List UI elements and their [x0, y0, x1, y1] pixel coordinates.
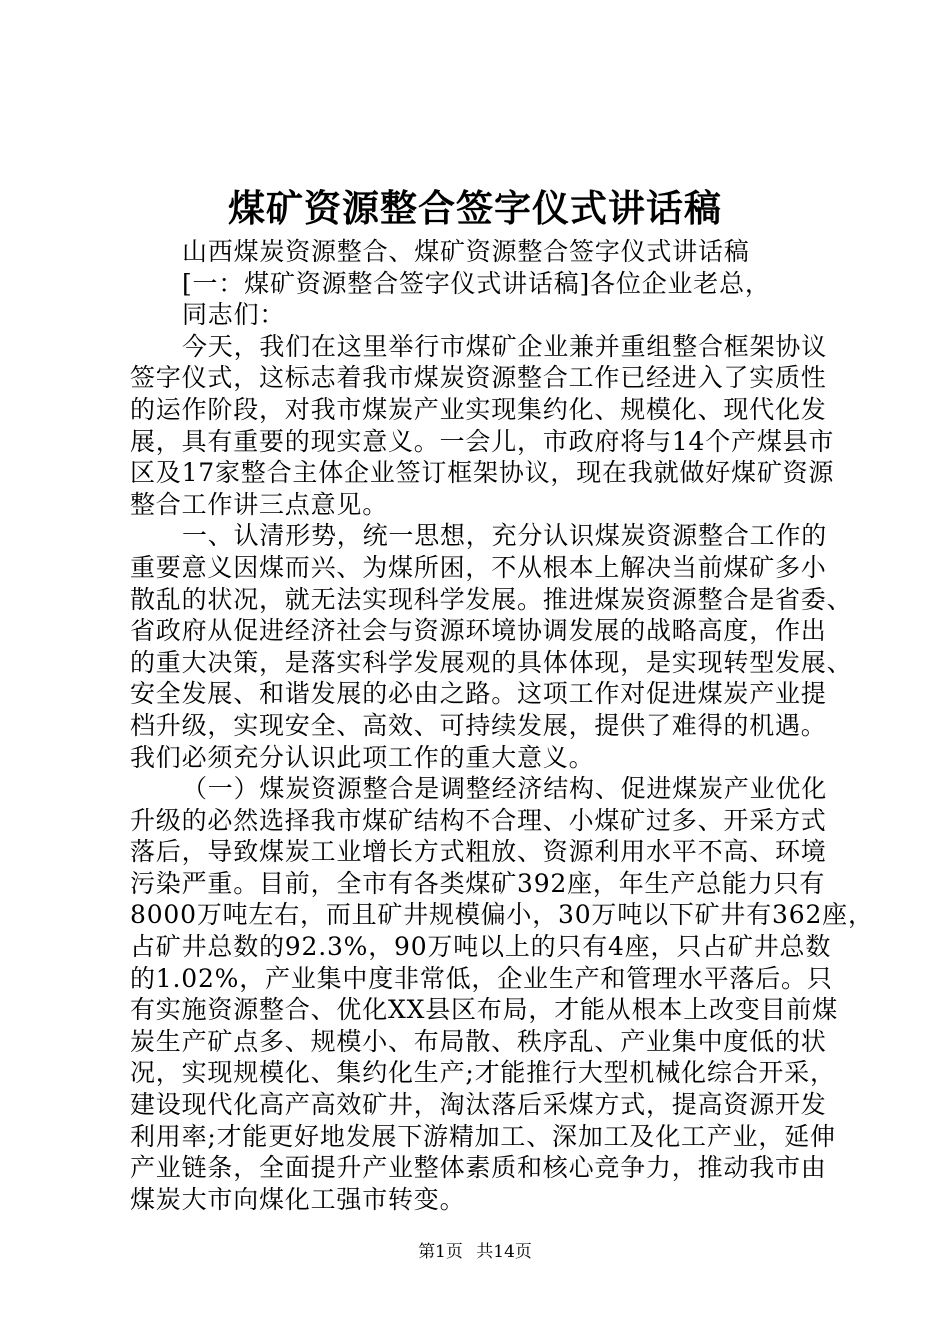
- body-line: 污染严重。目前，全市有各类煤矿392座，年生产总能力只有: [130, 868, 826, 898]
- body-line: 煤炭大市向煤化工强市转变。: [130, 1184, 466, 1214]
- body-line: 山西煤炭资源整合、煤矿资源整合签字仪式讲话稿: [182, 237, 750, 266]
- body-line: 8000万吨左右，而且矿井规模偏小，30万吨以下矿井有362座，: [130, 900, 874, 930]
- body-line: 一、认清形势，统一思想，充分认识煤炭资源整合工作的: [182, 521, 828, 551]
- body-line: 签字仪式，这标志着我市煤炭资源整合工作已经进入了实质性: [130, 363, 827, 393]
- document-body: [130, 236, 874, 1215]
- body-line: 重要意义因煤而兴、为煤所困，不从根本上解决当前煤矿多小: [130, 552, 827, 582]
- body-line: 况，实现规模化、集约化生产;才能推行大型机械化综合开采，: [130, 1058, 836, 1088]
- body-line: 同志们：: [182, 300, 286, 330]
- body-line: 的重大决策，是落实科学发展观的具体体现，是实现转型发展、: [130, 647, 853, 677]
- body-line: 散乱的状况，就无法实现科学发展。推进煤炭资源整合是省委、: [130, 584, 853, 614]
- body-line: 整合工作讲三点意见。: [130, 489, 389, 519]
- body-line: 利用率;才能更好地发展下游精加工、深加工及化工产业，延伸: [130, 1121, 836, 1151]
- body-line: 占矿井总数的92.3%，90万吨以上的只有4座，只占矿井总数: [130, 932, 832, 962]
- body-line: 炭生产矿点多、规模小、布局散、秩序乱、产业集中度低的状: [130, 1026, 827, 1056]
- body-line: 产业链条，全面提升产业整体素质和核心竞争力，推动我市由: [130, 1153, 827, 1183]
- body-line: 我们必须充分认识此项工作的重大意义。: [130, 742, 595, 772]
- body-line: 今天，我们在这里举行市煤矿企业兼并重组整合框架协议: [182, 331, 828, 361]
- document-title: 煤矿资源整合签字仪式讲话稿: [228, 186, 722, 230]
- page-number: 第1页: [418, 1242, 463, 1262]
- body-line: 安全发展、和谐发展的必由之路。这项工作对促进煤炭产业提: [130, 679, 827, 709]
- body-line: 建设现代化高产高效矿井，淘汰落后采煤方式，提高资源开发: [130, 1090, 827, 1120]
- body-line: 的1.02%，产业集中度非常低，企业生产和管理水平落后。只: [130, 963, 833, 993]
- body-line: 有实施资源整合、优化XX县区布局，才能从根本上改变目前煤: [130, 995, 838, 1025]
- page-footer: [0, 1241, 950, 1263]
- body-line: 省政府从促进经济社会与资源环境协调发展的战略高度，作出: [130, 616, 827, 646]
- body-line: 区及17家整合主体企业签订框架协议，现在我就做好煤矿资源: [130, 458, 835, 488]
- body-line: 的运作阶段，对我市煤炭产业实现集约化、规模化、现代化发: [130, 394, 827, 424]
- body-line: （一）煤炭资源整合是调整经济结构、促进煤炭产业优化: [182, 774, 828, 804]
- page-total: 共14页: [476, 1242, 532, 1262]
- body-line: 档升级，实现安全、高效、可持续发展，提供了难得的机遇。: [130, 710, 827, 740]
- body-line: 升级的必然选择我市煤矿结构不合理、小煤矿过多、开采方式: [130, 805, 827, 835]
- body-line: 展，具有重要的现实意义。一会儿，市政府将与14个产煤县市: [130, 426, 835, 456]
- body-line: [一：煤矿资源整合签字仪式讲话稿]各位企业老总，: [182, 268, 771, 298]
- body-line: 落后，导致煤炭工业增长方式粗放、资源利用水平不高、环境: [130, 837, 827, 867]
